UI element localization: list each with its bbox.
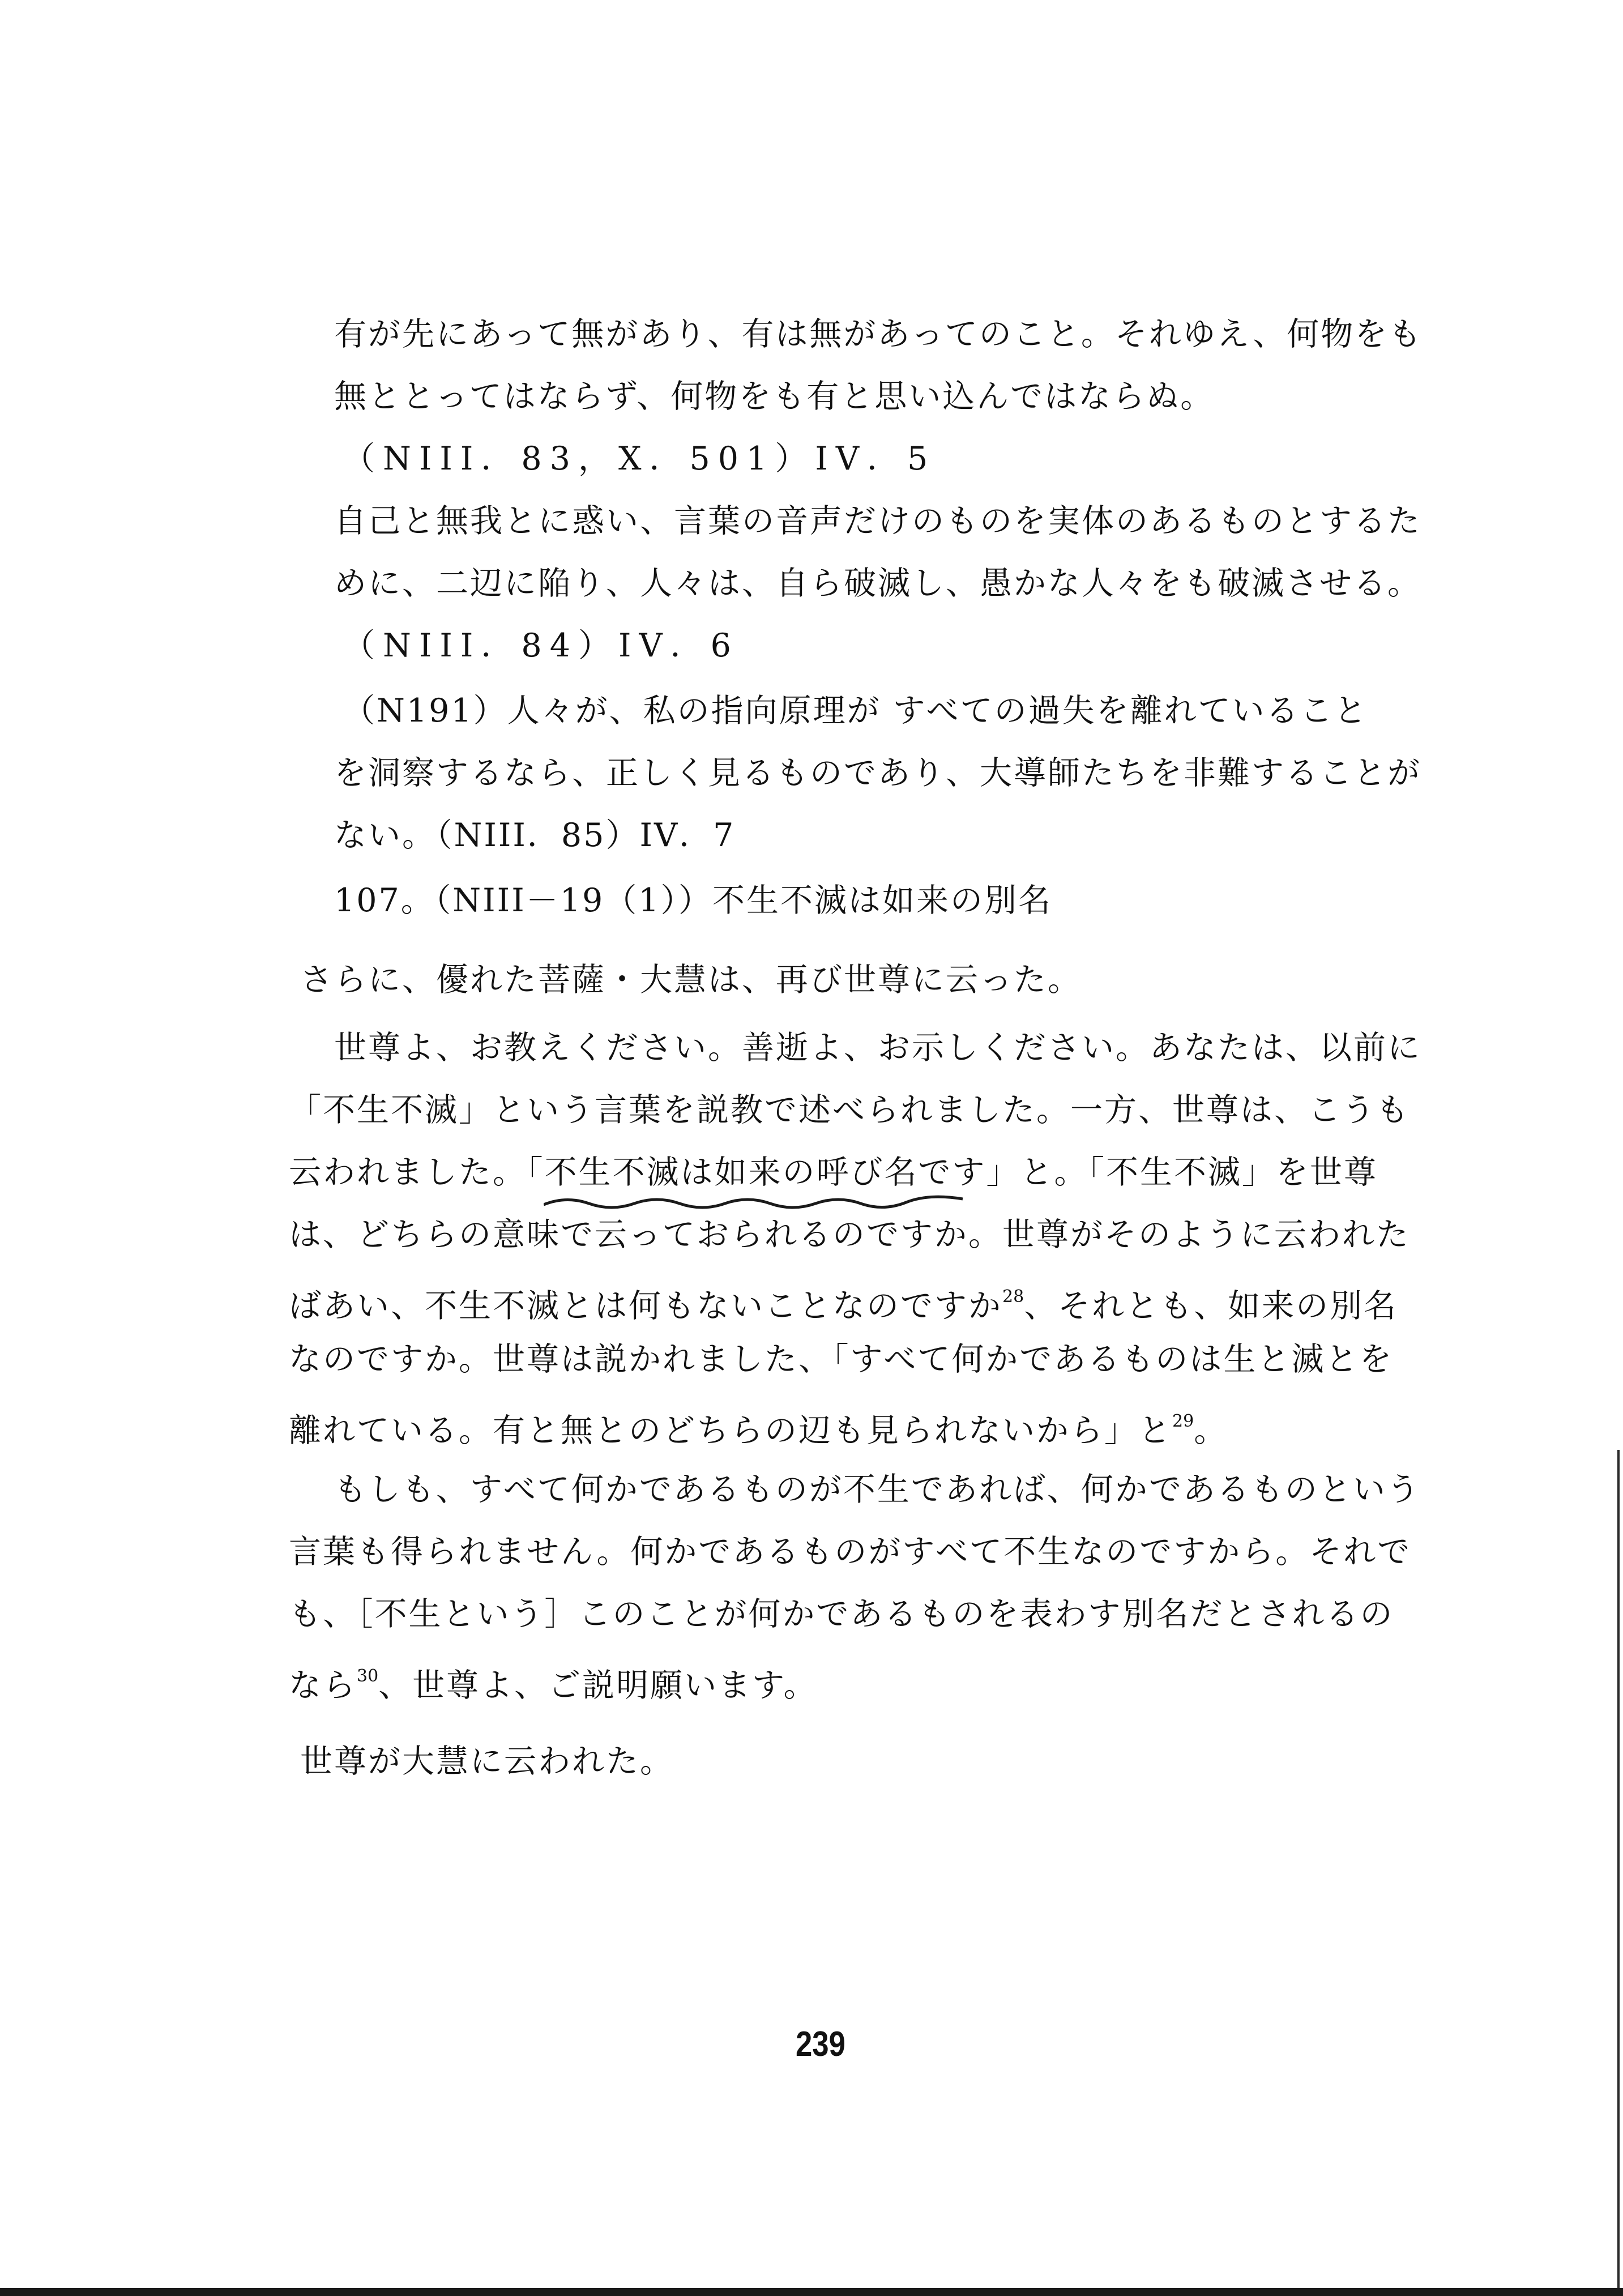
- page-number: 239: [796, 2025, 845, 2064]
- text-line: [289, 1402, 1228, 1450]
- scan-edge-bottom: [0, 2288, 1623, 2296]
- text-segment: 、それとも、如来の別名: [1024, 1287, 1398, 1325]
- text-line: 世尊よ、お教えください。善逝よ、お示しください。あなたは、以前に: [334, 1029, 1421, 1066]
- quoted-phrase: [527, 1154, 1020, 1191]
- text-line: [289, 1153, 1378, 1192]
- section-heading: 107。（NIII－19（1））不生不滅は如来の別名: [334, 882, 1053, 919]
- quoted-phrase-text: 「不生不滅は如来の呼び名です」: [527, 1154, 1020, 1191]
- text-line: [289, 1277, 1398, 1326]
- text-line: 言葉も得られません。何かであるものがすべて不生なのですから。それで: [289, 1533, 1412, 1571]
- text-segment: なら: [289, 1667, 357, 1704]
- text-segment: 云われました。: [289, 1154, 527, 1191]
- text-line: もしも、すべて何かであるものが不生であれば、何かであるものという: [334, 1471, 1421, 1508]
- text-line: [289, 1657, 818, 1705]
- text-segment: ばあい、不生不滅とは何もないことなのですか: [289, 1287, 1002, 1325]
- wavy-underline-mark: [544, 1192, 974, 1215]
- text-segment: 。: [1194, 1412, 1228, 1449]
- reference-line: （NIII．84）IV．6: [343, 627, 739, 664]
- footnote-marker: 30: [357, 1666, 379, 1686]
- text-line: さらに、優れた菩薩・大慧は、再び世尊に云った。: [300, 961, 1082, 998]
- text-segment: 離れている。有と無とのどちらの辺も見られないから」と: [289, 1412, 1172, 1449]
- text-line: 「不生不滅」という言葉を説教で述べられました。一方、世尊は、こうも: [289, 1091, 1410, 1129]
- footnote-marker: 28: [1002, 1287, 1024, 1307]
- text-line: 世尊が大慧に云われた。: [300, 1743, 674, 1780]
- text-line: 無ととってはならず、何物をも有と思い込んではならぬ。: [334, 378, 1215, 415]
- text-line: は、どちらの意味で云っておられるのですか。世尊がそのように云われた: [289, 1216, 1410, 1253]
- text-line: ない。（NIII．85）IV．7: [334, 817, 736, 854]
- scan-edge-right: [1617, 1450, 1620, 2288]
- text-line: 自己と無我とに惑い、言葉の音声だけのものを実体のあるものとするた: [334, 502, 1421, 540]
- text-line: なのですか。世尊は説かれました、「すべて何かであるものは生と滅とを: [289, 1341, 1394, 1378]
- text-line: を洞察するなら、正しく見るものであり、大導師たちを非難することが: [334, 754, 1421, 792]
- footnote-marker: 29: [1172, 1411, 1194, 1431]
- text-segment: と。「不生不滅」を世尊: [1020, 1154, 1378, 1191]
- text-line: めに、二辺に陥り、人々は、自ら破滅し、愚かな人々をも破滅させる。: [334, 565, 1421, 602]
- reference-line: （NIII．83，X．501）IV．5: [343, 440, 936, 477]
- text-line: （N191）人々が、私の指向原理が すべての過失を離れていること: [343, 692, 1368, 729]
- text-segment: 、世尊よ、ご説明願います。: [378, 1667, 818, 1704]
- text-line: も、［不生という］このことが何かであるものを表わす別名だとされるの: [289, 1595, 1394, 1633]
- text-line: 有が先にあって無があり、有は無があってのこと。それゆえ、何物をも: [334, 315, 1423, 353]
